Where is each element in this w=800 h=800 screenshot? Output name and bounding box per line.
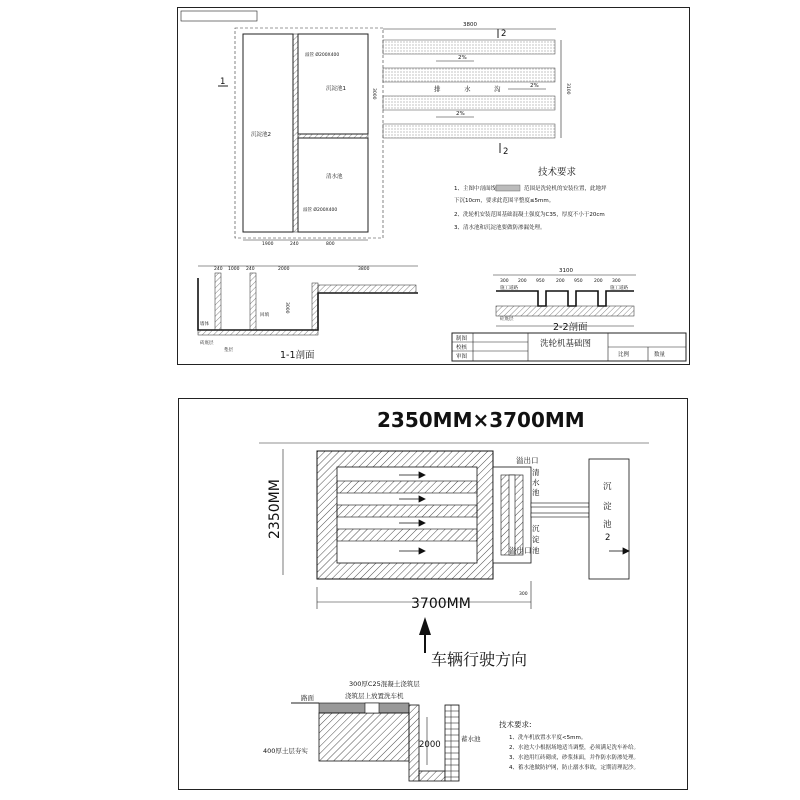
tech-req-item-1b: 范围是洗轮机的安装位置，此地坪	[524, 186, 607, 192]
wash-strip-2	[383, 68, 555, 82]
wash-strip-4	[383, 124, 555, 138]
section-1-1	[198, 266, 418, 335]
slope-label-1: 2%	[458, 55, 467, 61]
hatch-legend-swatch	[496, 185, 520, 191]
settling-2-char-2: 淀	[603, 502, 612, 512]
settling-2-char-4: 2	[605, 533, 611, 543]
plan-dim-3: 800	[326, 242, 335, 247]
bottom-tech-item-3: 3、水池用红砖砌成，砂浆抹面，并作防水防渗处理。	[509, 755, 640, 761]
settling-tank-1-label: 沉淀池1	[326, 86, 346, 92]
overflow-top-label: 溢出口	[516, 456, 539, 465]
section-2-label-road-left: 施工道路	[500, 286, 518, 291]
settling-char-1: 沉	[532, 524, 540, 533]
tech-req-title: 技术要求	[538, 167, 577, 178]
section-1-dim-4: 2000	[278, 267, 290, 272]
width-dim-label: 3700MM	[411, 596, 471, 612]
section-2-dim-2: 200	[518, 279, 527, 284]
depth-2000-label: 2000	[419, 740, 441, 750]
settling-2-char-1: 沉	[603, 482, 612, 492]
pool-size-title: 2350MM×3700MM	[377, 408, 585, 432]
plan-dim-2: 240	[290, 242, 299, 247]
section-1-dim-2: 1000	[228, 267, 240, 272]
tech-req-item-2: 2、洗轮机安装范围基础混凝土强度为C35，厚度不小于20cm	[454, 212, 605, 218]
slope-label-3: 2%	[456, 111, 465, 117]
settling-tank-2-label: 沉淀池2	[251, 132, 271, 138]
title-block-scale: 比例	[618, 352, 630, 358]
small-dim-label: 300	[519, 592, 528, 597]
clear-tank-char-3: 池	[532, 488, 540, 497]
drain-char-1: 排	[434, 85, 441, 93]
bottom-tech-item-4: 4、蓄水池做防护网，防止溺水事故，定期清理泥沙。	[509, 765, 640, 771]
foundation-drawing-svg	[178, 8, 689, 364]
section-2-caption: 2-2剖面	[553, 322, 588, 333]
sump-label: 蓄水池	[461, 735, 481, 743]
section-2-dim-4: 200	[556, 279, 565, 284]
settling-tank-1-outline	[298, 34, 368, 134]
total-width-dim: 3800	[463, 22, 477, 28]
drain-char-3: 沟	[494, 85, 501, 93]
section-1-dim-3: 240	[246, 267, 255, 272]
foundation-drawing-sheet	[177, 7, 690, 365]
settling-char-2: 淀	[532, 535, 540, 544]
side-dim-label: 3100	[565, 83, 570, 95]
title-block-row-3: 审图	[456, 354, 468, 360]
clear-tank-char-2: 水	[532, 478, 540, 487]
section-1-dim-5: 3800	[358, 267, 370, 272]
section-2-dim-6: 200	[594, 279, 603, 284]
section-2-top-dim: 3100	[559, 268, 573, 274]
vehicle-direction-arrow	[419, 617, 431, 653]
title-block-row-2: 校核	[456, 345, 468, 351]
road-surface-label: 路面	[301, 694, 314, 702]
slope-label-2: 2%	[530, 83, 539, 89]
section-2-label-road-right: 施工道路	[610, 286, 628, 291]
overflow-bottom-label: 溢出口	[509, 546, 532, 555]
height-dim-label: 2350MM	[267, 479, 283, 539]
clear-water-tank-label: 清水池	[326, 174, 343, 180]
machine-on-layer-label: 浇筑层上放置洗车机	[345, 692, 404, 700]
tech-req-item-1: 1、主图中剖面线	[454, 186, 496, 192]
title-block-qty: 数量	[654, 352, 666, 358]
drain-char-2: 水	[464, 85, 471, 93]
sheet-label-box	[181, 11, 257, 21]
section-1-dim-1: 240	[214, 267, 223, 272]
wash-pool-drawing-svg	[179, 399, 687, 789]
settling-char-3: 池	[532, 546, 540, 555]
depth-dim-label: 3000	[371, 88, 376, 100]
section-1-caption: 1-1剖面	[280, 350, 315, 361]
wash-strip-1	[383, 40, 555, 54]
pipe-label-bottom: 溢管 Ø200X400	[303, 208, 338, 213]
section-2-dim-1: 300	[500, 279, 509, 284]
section-2-label-base: 砼底层	[500, 317, 514, 322]
tech-req-item-3: 3、清水池和沉淀池要做防渗漏处理。	[454, 225, 546, 231]
clear-tank-char-1: 清	[532, 468, 540, 477]
section-2-dim-7: 300	[612, 279, 621, 284]
section-2-marker-top: 2	[501, 29, 507, 39]
wash-strip-3	[383, 96, 555, 110]
wash-pool-plan	[317, 451, 629, 579]
bottom-tech-item-2: 2、水池大小根据场地适当调整，必须满足洗车补给。	[509, 745, 640, 751]
drawing-title: 洗轮机基础图	[540, 339, 592, 349]
section-1-marker: 1	[220, 77, 226, 87]
clear-water-tank-outline	[298, 138, 368, 232]
bottom-tech-item-1: 1、洗车机放置水平度<5mm。	[509, 735, 587, 741]
section-1-label-wall: 墙体	[200, 322, 209, 327]
tech-req-item-1c: 下沉10cm，要求此范围平整度≤5mm。	[454, 198, 555, 204]
section-1-label-depth: 3000	[284, 302, 289, 314]
section-1-label-fill: 回填	[260, 313, 269, 318]
section-1-label-brick: 砖底层	[200, 341, 214, 346]
settling-2-char-3: 池	[603, 520, 612, 530]
partition-wall	[293, 34, 298, 232]
section-1-label-cushion: 垫层	[224, 348, 233, 353]
section-2-marker-bottom: 2	[503, 147, 509, 157]
title-block-row-1: 制图	[456, 336, 468, 342]
plan-dim-1: 1900	[262, 242, 274, 247]
section-2-dim-3: 950	[536, 279, 545, 284]
middle-wall	[298, 134, 368, 138]
pipe-label-top: 溢管 Ø200X400	[305, 53, 340, 58]
section-2-dim-5: 950	[574, 279, 583, 284]
bottom-tech-title: 技术要求:	[499, 720, 532, 729]
soil-compact-label: 400厚土层夯实	[263, 747, 308, 755]
wash-pool-drawing-sheet	[178, 398, 688, 790]
concrete-layer-label: 300厚C25混凝土浇筑层	[349, 680, 420, 688]
vehicle-direction-label: 车辆行驶方向	[431, 650, 528, 669]
